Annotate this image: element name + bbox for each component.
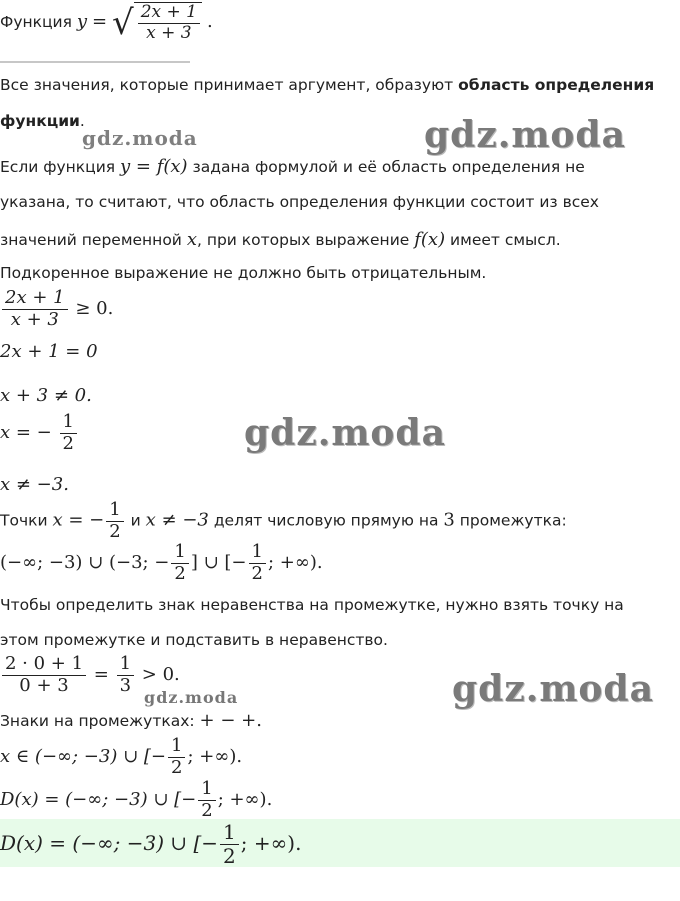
fraction-denominator: 2 <box>223 844 236 868</box>
text: , при которых выражение <box>196 231 410 249</box>
math-text: (−∞; −3) ∪ (−3; − <box>0 552 170 574</box>
paragraph-4 <box>0 229 561 250</box>
text-label: Функция <box>0 13 72 32</box>
fraction-denominator: x + 3 <box>146 22 192 43</box>
fraction-numerator: 1 <box>249 542 266 564</box>
watermark: gdz.moda <box>452 668 654 710</box>
bold-term: область определения <box>458 76 655 94</box>
math-punct: . <box>206 11 213 33</box>
fraction-numerator: 1 <box>117 654 134 676</box>
signs-line <box>0 710 262 731</box>
domain-line <box>0 779 272 821</box>
fraction <box>60 412 77 454</box>
fraction <box>168 736 185 778</box>
fraction-denominator: 2 <box>62 432 74 454</box>
fraction-denominator: 2 <box>201 799 213 821</box>
watermark: gdz.moda <box>424 114 626 156</box>
fraction-numerator: 1 <box>198 779 215 801</box>
fraction-numerator: 1 <box>220 821 239 845</box>
function-definition-line <box>0 2 213 43</box>
clipped-text-remnant <box>0 58 200 64</box>
text: Знаки на промежутках: <box>0 712 195 730</box>
text: Точки <box>0 511 48 530</box>
math-text: x ∈ (−∞; −3) ∪ [− <box>0 746 166 768</box>
fraction <box>249 542 266 584</box>
sqrt-radicand <box>134 2 202 43</box>
intervals-line <box>0 542 323 584</box>
math-eq: = <box>92 11 108 33</box>
answer-line <box>0 821 301 868</box>
fraction-denominator: 2 <box>109 520 121 542</box>
fraction <box>117 654 134 696</box>
fraction-denominator: 0 + 3 <box>19 674 69 696</box>
fraction-denominator: 3 <box>119 674 132 696</box>
math-text: x ≠ −3 <box>145 509 209 531</box>
text: Все значения, которые принимает аргумент, образуют <box>0 76 454 94</box>
fraction-numerator: 2x + 1 <box>138 3 200 24</box>
watermark: gdz.moda <box>82 126 198 150</box>
paragraph-5: Подкоренное выражение не должно быть отрицательным. <box>0 264 487 282</box>
paragraph-1 <box>0 76 654 94</box>
paragraph-3: указана, то считают, что область определения функции состоит из всех <box>0 193 599 211</box>
watermark: gdz.moda <box>144 688 239 707</box>
paragraph-2 <box>0 156 585 177</box>
fraction-numerator: 2 · 0 + 1 <box>2 654 86 676</box>
restriction-x: x ≠ −3. <box>0 474 69 495</box>
fraction <box>106 500 123 542</box>
math-text: ≥ 0. <box>75 298 114 320</box>
text: . <box>79 112 85 130</box>
fraction <box>171 542 188 584</box>
text: имеет смысл. <box>450 231 561 249</box>
solution-set <box>0 736 242 778</box>
points-line <box>0 500 567 542</box>
fraction <box>2 654 86 696</box>
math-text: ; +∞). <box>240 831 302 855</box>
fraction-denominator: 2 <box>251 562 263 584</box>
paragraph-7: этом промежутке и подставить в неравенство. <box>0 631 388 649</box>
fraction <box>198 779 215 821</box>
math-text: ] ∪ [− <box>190 552 247 574</box>
math-number: 3 <box>443 509 455 531</box>
fraction <box>138 3 200 43</box>
fraction-numerator: 1 <box>60 412 77 434</box>
equation-numerator-zero: 2x + 1 = 0 <box>0 341 98 362</box>
math-text: x = − <box>52 509 105 531</box>
text: и <box>130 511 141 530</box>
text: делят числовую прямую на <box>213 511 439 530</box>
sqrt-sign: √ <box>112 2 134 43</box>
math-text: > 0. <box>141 664 180 686</box>
text: Если функция <box>0 158 116 176</box>
fraction-numerator: 1 <box>106 500 123 522</box>
paragraph-1-cont <box>0 112 85 130</box>
math-var: y <box>76 11 88 33</box>
solution-x <box>0 412 79 454</box>
sqrt-expression <box>112 2 202 43</box>
fraction <box>220 821 239 868</box>
math-text: x = − <box>0 422 52 444</box>
math-text: + − +. <box>199 710 262 731</box>
math-inline: f(x) <box>414 229 446 250</box>
math-text: D(x) = (−∞; −3) ∪ [− <box>0 831 219 855</box>
fraction-denominator: x + 3 <box>10 308 59 330</box>
bold-term: функции <box>0 112 80 130</box>
math-eq: = <box>93 664 109 686</box>
watermark: gdz.moda <box>244 412 446 454</box>
math-text: ; +∞). <box>187 746 243 768</box>
fraction-denominator: 2 <box>171 756 183 778</box>
math-text: ; +∞). <box>267 552 323 574</box>
fraction-denominator: 2 <box>174 562 186 584</box>
paragraph-6: Чтобы определить знак неравенства на промежутке, нужно взять точку на <box>0 596 624 614</box>
fraction <box>2 288 68 330</box>
text: задана формулой и её область определения не <box>192 158 585 176</box>
text: значений переменной <box>0 231 182 249</box>
equation-denominator-nonzero: x + 3 ≠ 0. <box>0 385 92 406</box>
math-text: ; +∞). <box>217 789 273 811</box>
inequality <box>0 288 113 330</box>
math-var: x <box>186 229 197 250</box>
math-text: D(x) = (−∞; −3) ∪ [− <box>0 789 197 811</box>
fraction-numerator: 1 <box>171 542 188 564</box>
text: промежутка: <box>459 511 567 530</box>
math-inline: y = f(x) <box>120 156 188 177</box>
fraction-numerator: 2x + 1 <box>2 288 68 310</box>
fraction-numerator: 1 <box>168 736 185 758</box>
